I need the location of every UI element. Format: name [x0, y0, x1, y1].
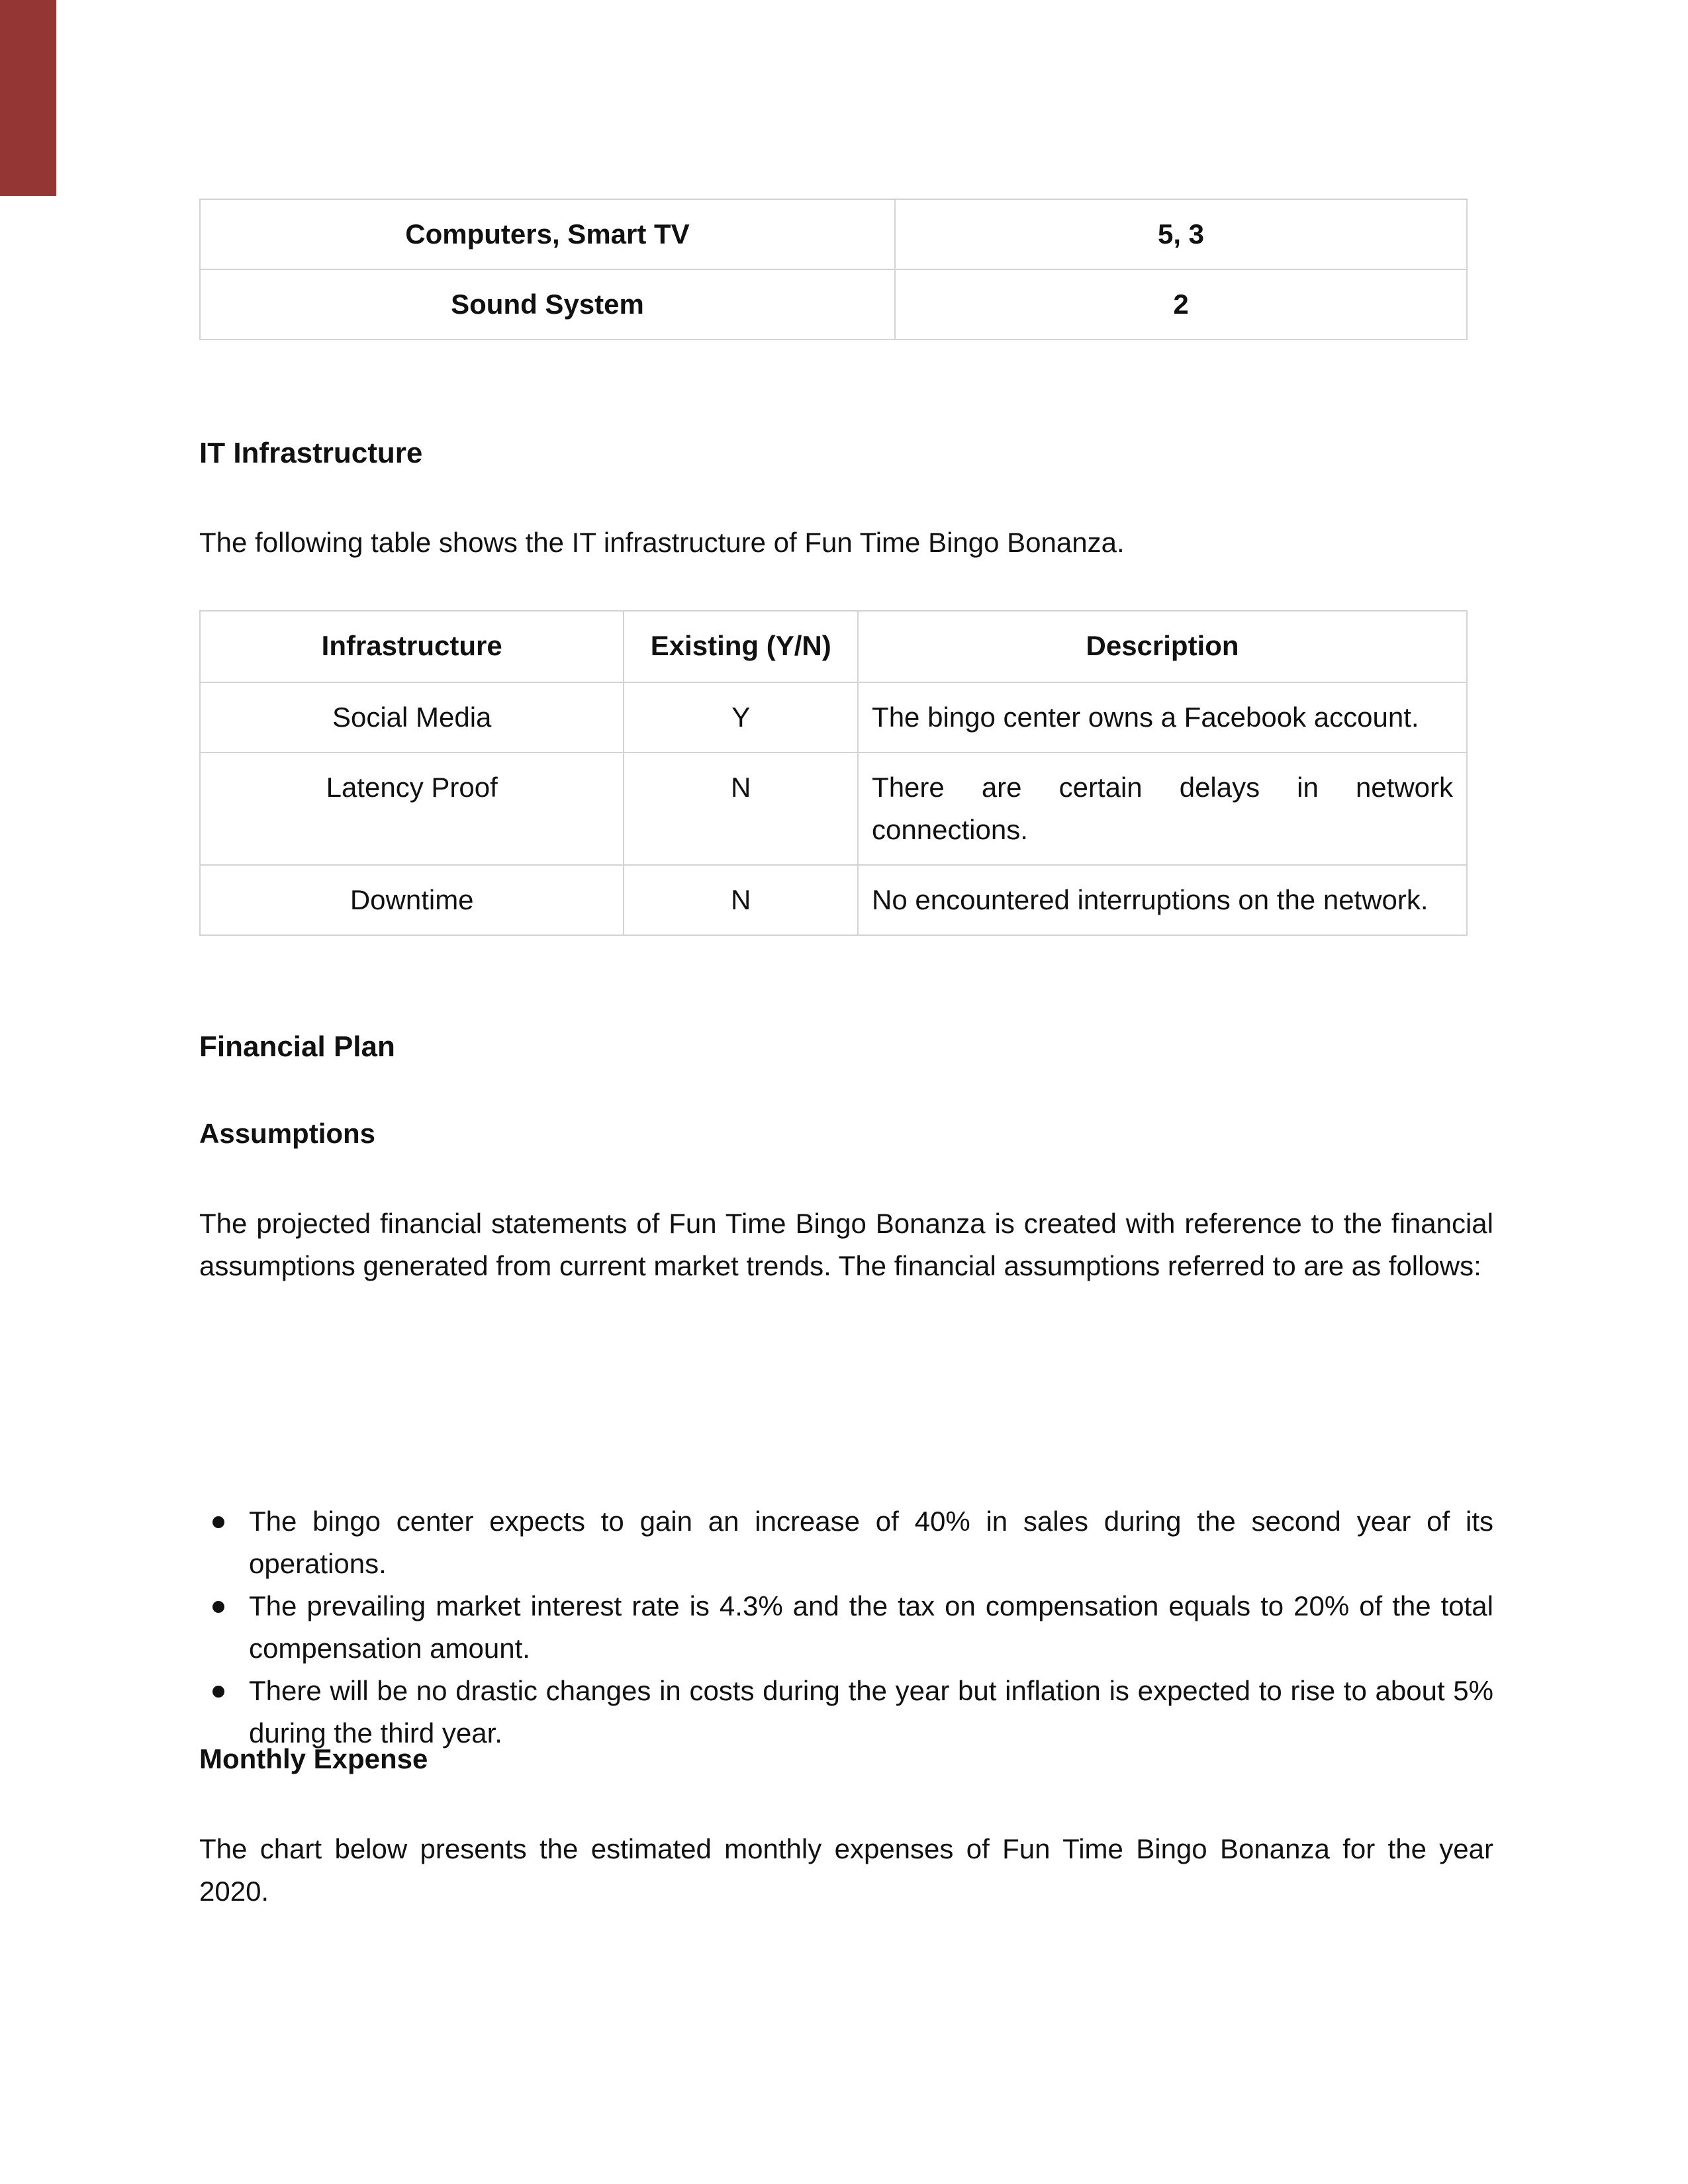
- table-row: [200, 269, 1467, 340]
- table-header-row: [200, 611, 1467, 682]
- equipment-quantity-cell: 2: [895, 269, 1467, 340]
- list-item: [199, 1500, 1493, 1585]
- financial-plan-heading: Financial Plan: [199, 1030, 395, 1063]
- table-row: [200, 752, 1467, 865]
- description-cell: The bingo center owns a Facebook account.: [858, 682, 1467, 752]
- equipment-item-cell: Sound System: [200, 269, 895, 340]
- table-row: [200, 199, 1467, 269]
- existing-cell: N: [624, 752, 858, 865]
- description-cell: There are certain delays in network connections.: [858, 752, 1467, 865]
- existing-cell: N: [624, 865, 858, 935]
- description-cell: No encountered interruptions on the network.: [858, 865, 1467, 935]
- assumptions-list: [199, 1500, 1493, 1754]
- infrastructure-cell: Downtime: [200, 865, 624, 935]
- equipment-quantity-cell: 5, 3: [895, 199, 1467, 269]
- list-item: [199, 1670, 1493, 1754]
- equipment-table: [199, 199, 1468, 340]
- table-row: [200, 865, 1467, 935]
- bullet-icon: [212, 1601, 224, 1613]
- monthly-expense-text: The chart below presents the estimated monthly expenses of Fun Time Bingo Bonanza for the year 2020.: [199, 1833, 1493, 1907]
- existing-cell: Y: [624, 682, 858, 752]
- it-infrastructure-heading: IT Infrastructure: [199, 437, 423, 469]
- page-content: [199, 199, 1493, 1907]
- infrastructure-cell: Latency Proof: [200, 752, 624, 865]
- column-header-description: Description: [858, 611, 1467, 682]
- bullet-icon: [212, 1516, 224, 1528]
- equipment-item-cell: Computers, Smart TV: [200, 199, 895, 269]
- corner-accent-tab: [0, 0, 56, 196]
- column-header-existing: Existing (Y/N): [624, 611, 858, 682]
- infrastructure-cell: Social Media: [200, 682, 624, 752]
- assumption-text: There will be no drastic changes in costs during the year but inflation is expected to rise to about 5% during the third year.: [249, 1675, 1493, 1749]
- table-row: [200, 682, 1467, 752]
- it-infrastructure-table: [199, 610, 1468, 936]
- monthly-expense-heading: Monthly Expense: [199, 1743, 428, 1774]
- assumption-text: The prevailing market interest rate is 4.3% and the tax on compensation equals to 20% of the total compensation amount.: [249, 1590, 1493, 1664]
- column-header-infrastructure: Infrastructure: [200, 611, 624, 682]
- list-item: [199, 1585, 1493, 1670]
- it-intro-text: The following table shows the IT infrastructure of Fun Time Bingo Bonanza.: [199, 527, 1125, 558]
- assumptions-heading: Assumptions: [199, 1118, 376, 1149]
- assumptions-intro-text: The projected financial statements of Fun Time Bingo Bonanza is created with reference to the financial assumptions generated from current market trends. The financial assumptions referred to are as follows:: [199, 1208, 1493, 1281]
- bullet-icon: [212, 1686, 224, 1698]
- assumption-text: The bingo center expects to gain an increase of 40% in sales during the second year of its operations.: [249, 1506, 1493, 1579]
